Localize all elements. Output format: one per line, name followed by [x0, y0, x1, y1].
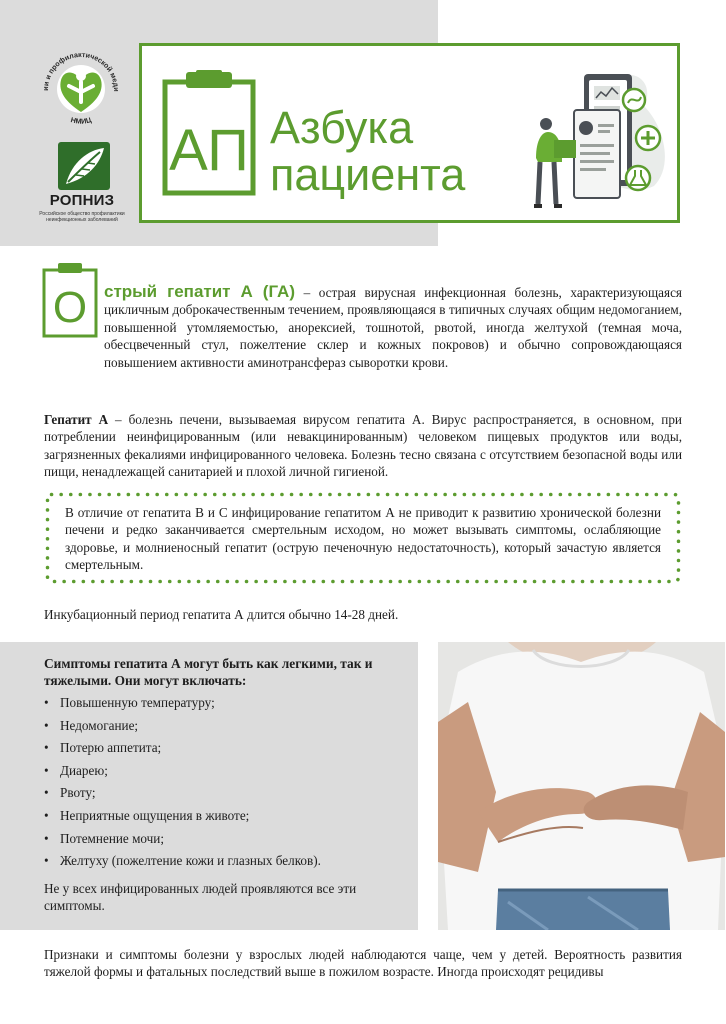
nmic-logo: [36, 42, 126, 132]
callout-text: В отличие от гепатита В и С инфицирование гепатитом А не приводит к развитию хронической болезни печени и редко заканчивается смертельным исходом, но может вызывать симптомы, ослабляющие здоровье, и молниеносный гепатит (острую печеночную недостаточность), который зачастую является смертельным.: [65, 505, 661, 573]
title-line-1: Азбука: [270, 102, 414, 153]
list-item: • Повышенную температуру;: [44, 692, 404, 715]
drop-cap-letter: О: [52, 283, 88, 332]
ropniz-logo: [36, 142, 128, 228]
list-item: • Неприятные ощущения в животе;: [44, 805, 404, 828]
list-item: • Потерю аппетита;: [44, 737, 404, 760]
clipboard-letters: АП: [169, 118, 249, 183]
bottom-paragraph: Признаки и симптомы болезни у взрослых людей наблюдаются чаще, чем у детей. Вероятность развития тяжелой формы и фатальных последствий выше в пожилом возрасте. Иногда происходят рецидивы: [44, 947, 682, 980]
stomach-pain-photo: [438, 642, 725, 930]
drop-cap-clipboard: [42, 262, 98, 338]
lead-title: стрый гепатит А (ГА): [104, 282, 295, 301]
hepatitis-a-term: Гепатит А: [44, 412, 109, 427]
ropniz-subtitle: Российское общество профилактики неинфекционных заболеваний: [39, 211, 125, 223]
symptoms-list: [44, 692, 404, 873]
svg-text:НМИЦ: НМИЦ: [69, 115, 93, 126]
doctor-illustration: [524, 66, 674, 212]
lead-text: – острая вирусная инфекционная болезнь, характеризующаяся цикличным доброкачественным течением, проявляющаяся в типичных случаях общим недомоганием, повышенной утомляемостью, анорексией, тошнотой, рвотой, иногда желтухой (темная моча, обесцвеченный стул, пожелтение склер и кожных покровов) и обычно сопровождающаяся повышением активности аминотрансфераз сыворотки крови.: [104, 285, 682, 370]
incubation-text: Инкубационный период гепатита А длится обычно 14-28 дней.: [44, 607, 399, 622]
hepatitis-a-text: – болезнь печени, вызываемая вирусом гепатита А. Вирус распространяется, в основном, при потреблении неинфицированным (или невакцинированным) человеком пищевых продуктов или воды, загрязненных фекалиями инфицированного человека. Болезнь тесно связана с отсутствием безопасной воды или пищи, ненадлежащей санитарией и плохой личной гигиеной.: [44, 412, 682, 480]
symptoms-heading: Симптомы гепатита А могут быть как легкими, так и тяжелыми. Они могут включать:: [44, 656, 373, 689]
clipboard-icon: [162, 70, 256, 196]
ropniz-name: РОПНИЗ: [49, 192, 115, 209]
list-item: • Диарею;: [44, 760, 404, 783]
callout-box: [45, 492, 681, 584]
title-line-2: пациента: [270, 149, 466, 200]
symptoms-note: Не у всех инфицированных людей проявляются все эти симптомы.: [44, 881, 357, 914]
list-item: • Желтуху (пожелтение кожи и глазных белков).: [44, 850, 404, 873]
lead-paragraph: [104, 283, 682, 371]
leaf-icon: [58, 142, 110, 190]
svg-text:терапии и профилактической мед: ии и профилактической меди: [40, 49, 122, 92]
list-item: • Потемнение мочи;: [44, 828, 404, 851]
title-box: [139, 43, 680, 223]
page-title: [270, 104, 465, 198]
hepatitis-a-paragraph: [44, 411, 682, 481]
list-item: • Рвоту;: [44, 782, 404, 805]
list-item: • Недомогание;: [44, 715, 404, 738]
